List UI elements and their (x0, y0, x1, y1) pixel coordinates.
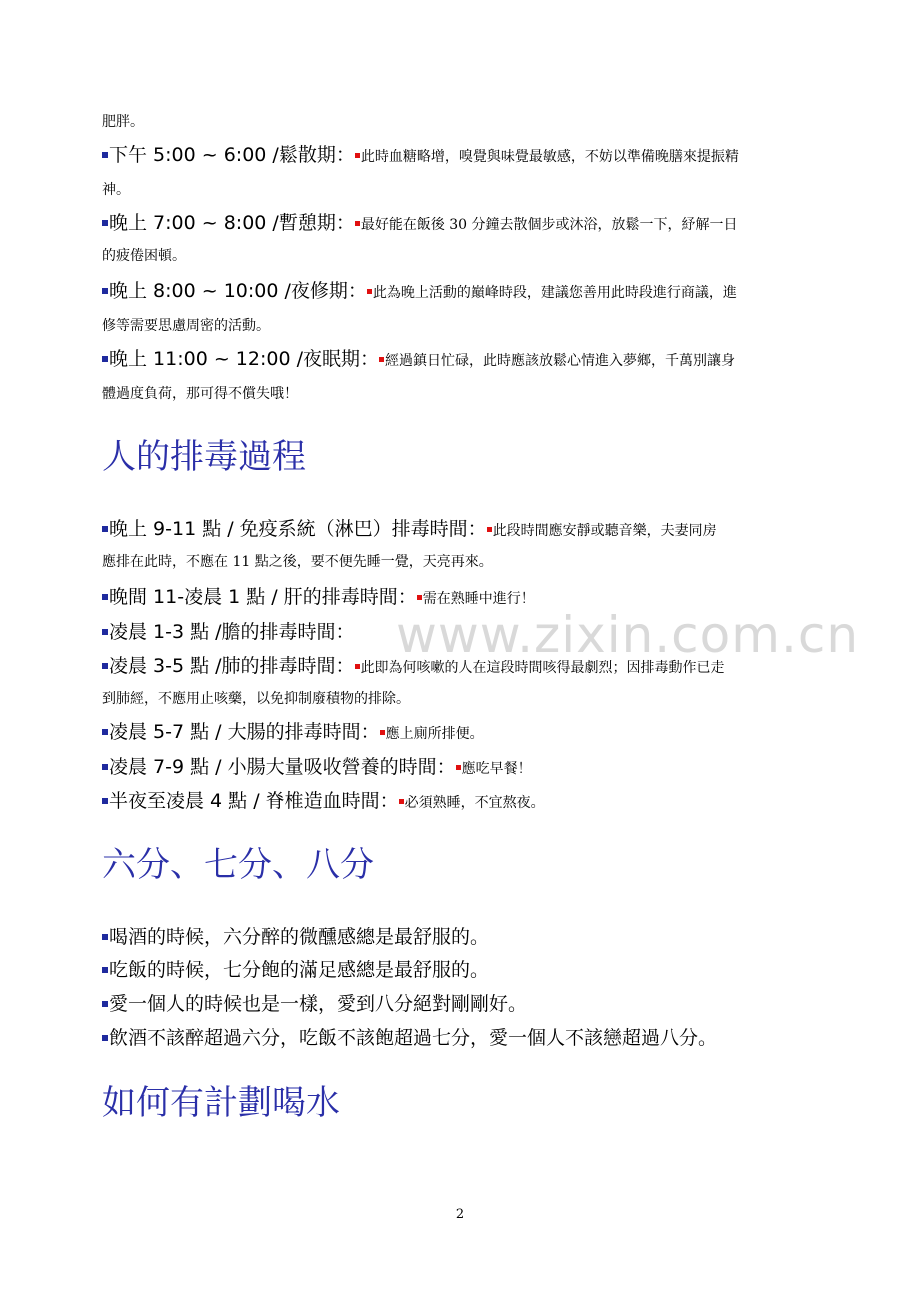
blue-bullet-icon (102, 729, 108, 735)
schedule-item-continuation: 體過度負荷，那可得不償失哦！ (102, 386, 298, 402)
blue-bullet-icon (102, 798, 108, 804)
blue-bullet-icon (102, 934, 108, 940)
red-bullet-icon (380, 730, 385, 735)
blue-bullet-icon (102, 1035, 108, 1041)
section-heading-detox: 人的排毒過程 (102, 437, 306, 477)
blue-bullet-icon (102, 288, 108, 294)
continuation-text: 肥胖。 (102, 114, 144, 130)
red-bullet-icon (355, 153, 360, 158)
paragraph: 飲酒不該醉超過六分，吃飯不該飽超過七分，愛一個人不該戀超過八分。 (102, 1025, 832, 1051)
red-bullet-icon (379, 357, 384, 362)
red-bullet-icon (355, 221, 360, 226)
section-heading-proportion: 六分、七分、八分 (102, 845, 374, 885)
page-number: 2 (455, 1207, 465, 1222)
schedule-item: 下午 5:00 ~ 6:00 /鬆散期： 此時血糖略增，嗅覺與味覺最敏感，不妨以準備晚膳來提振精 (102, 142, 832, 170)
blue-bullet-icon (102, 764, 108, 770)
schedule-item: 晚上 8:00 ~ 10:00 /夜修期： 此為晚上活動的巔峰時段，建議您善用此時段進行商議，進 (102, 278, 832, 306)
paragraph: 喝酒的時候，六分醉的微醺感總是最舒服的。 (102, 924, 832, 950)
detox-item-continuation: 應排在此時，不應在 11 點之後，要不便先睡一覺，天亮再來。 (102, 554, 493, 570)
blue-bullet-icon (102, 594, 108, 600)
blue-bullet-icon (102, 526, 108, 532)
detox-item-continuation: 到肺經，不應用止咳藥，以免抑制廢積物的排除。 (102, 691, 410, 707)
red-bullet-icon (367, 289, 372, 294)
blue-bullet-icon (102, 152, 108, 158)
blue-bullet-icon (102, 220, 108, 226)
schedule-item: 晚上 7:00 ~ 8:00 /暫憩期： 最好能在飯後 30 分鐘去散個步或沐浴，放鬆一下，紓解一日 (102, 210, 832, 238)
detox-item: 凌晨 1-3 點 /膽的排毒時間： (102, 619, 832, 645)
detox-item: 凌晨 3-5 點 /肺的排毒時間： 此即為何咳嗽的人在這段時間咳得最劇烈；因排毒動作已走 (102, 653, 832, 681)
detox-item: 晚上 9-11 點 / 免疫系統（淋巴）排毒時間： 此段時間應安靜或聽音樂，夫妻同房 (102, 516, 832, 544)
schedule-item-continuation: 的疲倦困頓。 (102, 248, 186, 264)
red-bullet-icon (399, 799, 404, 804)
red-bullet-icon (417, 595, 422, 600)
blue-bullet-icon (102, 1001, 108, 1007)
watermark: www.zixin.com.cn (396, 606, 860, 664)
schedule-item-continuation: 修等需要思慮周密的活動。 (102, 318, 270, 334)
blue-bullet-icon (102, 356, 108, 362)
detox-item: 凌晨 7-9 點 / 小腸大量吸收營養的時間： 應吃早餐！ (102, 754, 832, 782)
blue-bullet-icon (102, 629, 108, 635)
red-bullet-icon (355, 664, 360, 669)
schedule-item-continuation: 神。 (102, 182, 130, 198)
paragraph: 愛一個人的時候也是一樣，愛到八分絕對剛剛好。 (102, 991, 832, 1017)
paragraph: 吃飯的時候，七分飽的滿足感總是最舒服的。 (102, 957, 832, 983)
red-bullet-icon (456, 765, 461, 770)
section-heading-water: 如何有計劃喝水 (102, 1083, 340, 1123)
detox-item: 凌晨 5-7 點 / 大腸的排毒時間： 應上廁所排便。 (102, 719, 832, 747)
red-bullet-icon (487, 527, 492, 532)
detox-item: 半夜至凌晨 4 點 / 脊椎造血時間： 必須熟睡，不宜熬夜。 (102, 788, 832, 816)
blue-bullet-icon (102, 967, 108, 973)
schedule-item: 晚上 11:00 ~ 12:00 /夜眠期： 經過鎮日忙碌，此時應該放鬆心情進入夢鄉，千萬別讓身 (102, 346, 832, 374)
blue-bullet-icon (102, 663, 108, 669)
detox-item: 晚間 11-凌晨 1 點 / 肝的排毒時間： 需在熟睡中進行！ (102, 584, 832, 612)
